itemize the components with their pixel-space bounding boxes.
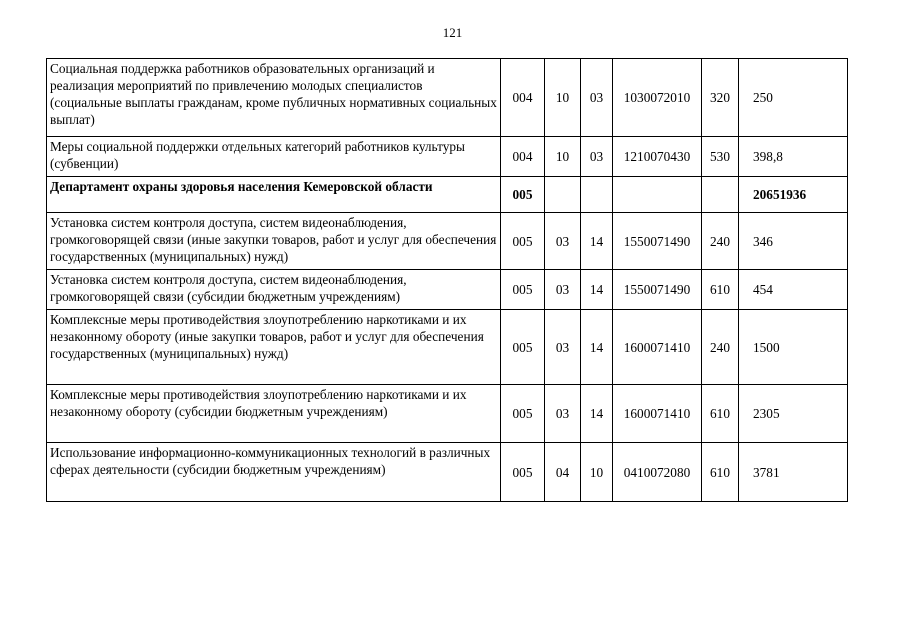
sum-value: 20651936 [739,177,848,213]
expense-type-code: 530 [702,137,739,177]
ministry-code: 005 [501,270,545,310]
sum-value: 346 [739,213,848,270]
ministry-code: 005 [501,177,545,213]
section-code [545,177,581,213]
section-code: 03 [545,270,581,310]
table-row [47,270,848,310]
sum-value: 454 [739,270,848,310]
target-article-code [613,177,702,213]
row-name: Установка систем контроля доступа, систем видеонаблюдения, громкоговорящей связи (иные закупки товаров, работ и услуг для обеспечения государственных (муниципальных) нужд) [47,213,501,270]
expense-type-code: 610 [702,443,739,502]
ministry-code: 005 [501,213,545,270]
ministry-code: 005 [501,310,545,385]
expense-type-code: 240 [702,310,739,385]
target-article-code: 1550071490 [613,213,702,270]
subsection-code: 10 [581,443,613,502]
section-code: 10 [545,137,581,177]
section-code: 03 [545,385,581,443]
subsection-code: 03 [581,137,613,177]
subsection-code: 03 [581,59,613,137]
subsection-code [581,177,613,213]
sum-value: 250 [739,59,848,137]
sum-value: 1500 [739,310,848,385]
ministry-code: 005 [501,443,545,502]
ministry-code: 004 [501,137,545,177]
ministry-code: 005 [501,385,545,443]
subsection-code: 14 [581,385,613,443]
target-article-code: 1030072010 [613,59,702,137]
target-article-code: 1210070430 [613,137,702,177]
row-name: Установка систем контроля доступа, систем видеонаблюдения, громкоговорящей связи (субсидии бюджетным учреждениям) [47,270,501,310]
expense-type-code: 240 [702,213,739,270]
section-code: 10 [545,59,581,137]
section-code: 03 [545,310,581,385]
row-name: Комплексные меры противодействия злоупотреблению наркотиками и их незаконному обороту (субсидии бюджетным учреждениям) [47,385,501,443]
row-name: Меры социальной поддержки отдельных категорий работников культуры (субвенции) [47,137,501,177]
sum-value: 2305 [739,385,848,443]
table-row [47,443,848,502]
row-name: Департамент охраны здоровья населения Кемеровской области [47,177,501,213]
budget-table [46,58,848,502]
row-name: Комплексные меры противодействия злоупотреблению наркотиками и их незаконному обороту (иные закупки товаров, работ и услуг для обеспечения государственных (муниципальных) нужд) [47,310,501,385]
subsection-code: 14 [581,213,613,270]
expense-type-code [702,177,739,213]
expense-type-code: 320 [702,59,739,137]
table-row [47,385,848,443]
target-article-code: 1600071410 [613,310,702,385]
page-number: 121 [442,25,463,40]
sum-value: 398,8 [739,137,848,177]
subsection-code: 14 [581,270,613,310]
expense-type-code: 610 [702,385,739,443]
target-article-code: 0410072080 [613,443,702,502]
table-row [47,213,848,270]
row-name: Социальная поддержка работников образовательных организаций и реализация мероприятий по привлечению молодых специалистов (социальные выплаты гражданам, кроме публичных нормативных социальных выплат) [47,59,501,137]
subsection-code: 14 [581,310,613,385]
section-code: 03 [545,213,581,270]
table-row [47,177,848,213]
row-name: Использование информационно-коммуникационных технологий в различных сферах деятельности (субсидии бюджетным учреждениям) [47,443,501,502]
ministry-code: 004 [501,59,545,137]
sum-value: 3781 [739,443,848,502]
expense-type-code: 610 [702,270,739,310]
table-row [47,59,848,137]
target-article-code: 1550071490 [613,270,702,310]
target-article-code: 1600071410 [613,385,702,443]
section-code: 04 [545,443,581,502]
table-row [47,137,848,177]
table-row [47,310,848,385]
